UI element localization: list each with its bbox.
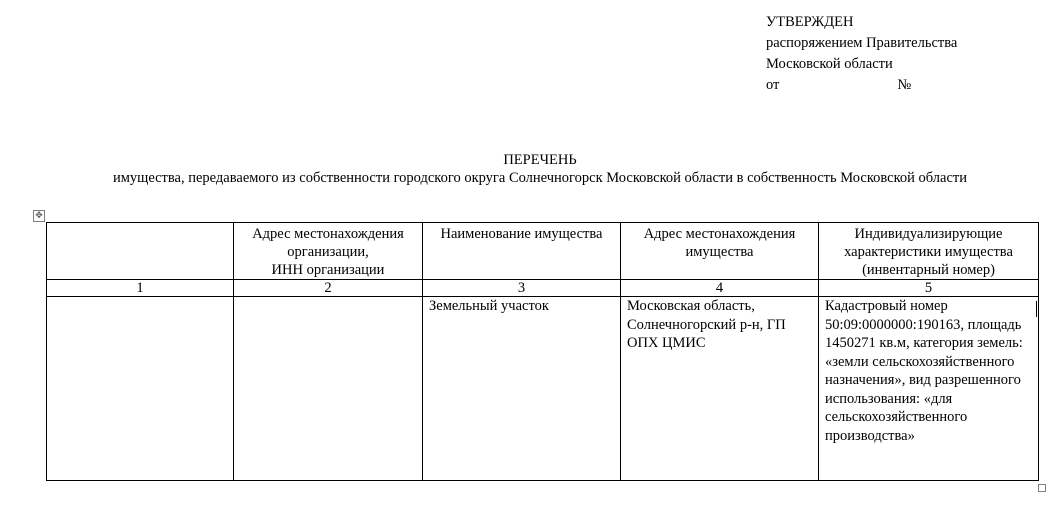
approval-line-authority: распоряжением Правительства <box>766 35 958 51</box>
number-cell[interactable]: 5 <box>819 280 1039 297</box>
table-move-handle-icon[interactable]: ✥ <box>33 210 45 222</box>
data-cell-characteristics[interactable]: Кадастровый номер 50:09:0000000:190163, площадь 1450271 кв.м, категория земель: «земли сельскохозяйственного назначения», вид разрешенного использования: «для сельскохозяйственного производства» <box>819 297 1039 481</box>
document-subtitle: имущества, передаваемого из собственности городского округа Солнечногорск Московской области в собственность Московской области <box>112 170 968 186</box>
header-cell-1[interactable] <box>47 223 234 280</box>
approval-heading: УТВЕРЖДЕН <box>766 14 854 30</box>
header-org-address-text: Адрес местонахождения организации, ИНН организации <box>252 226 404 278</box>
number-cell[interactable]: 3 <box>423 280 621 297</box>
header-cell-property-address[interactable]: Адрес местонахождения имущества <box>621 223 819 280</box>
approval-line-region: Московской области <box>766 56 893 72</box>
table-resize-handle[interactable] <box>1038 484 1046 492</box>
header-cell-org-address[interactable] <box>234 223 423 280</box>
number-cell[interactable]: 2 <box>234 280 423 297</box>
header-cell-characteristics[interactable]: Индивидуализирующие характеристики имущества (инвентарный номер) <box>819 223 1039 280</box>
document-title: ПЕРЕЧЕНЬ <box>503 152 577 168</box>
text-cursor <box>1036 301 1037 317</box>
table-number-row <box>47 280 1039 297</box>
data-cell-property-address[interactable]: Московская область, Солнечногорский р-н, ГП ОПХ ЦМИС <box>621 297 819 481</box>
data-cell-org-address[interactable] <box>234 297 423 481</box>
property-table <box>46 222 1039 481</box>
approval-number-label: № <box>897 77 912 93</box>
approval-date-number <box>766 75 957 96</box>
table-header-row <box>47 223 1039 280</box>
data-cell-col1[interactable] <box>47 297 234 481</box>
number-cell[interactable]: 4 <box>621 280 819 297</box>
header-cell-property-name[interactable]: Наименование имущества <box>423 223 621 280</box>
table-row <box>47 297 1039 481</box>
data-cell-property-name[interactable]: Земельный участок <box>423 297 621 481</box>
approval-from-label: от <box>766 77 780 93</box>
approval-stamp <box>766 12 957 96</box>
number-cell[interactable]: 1 <box>47 280 234 297</box>
